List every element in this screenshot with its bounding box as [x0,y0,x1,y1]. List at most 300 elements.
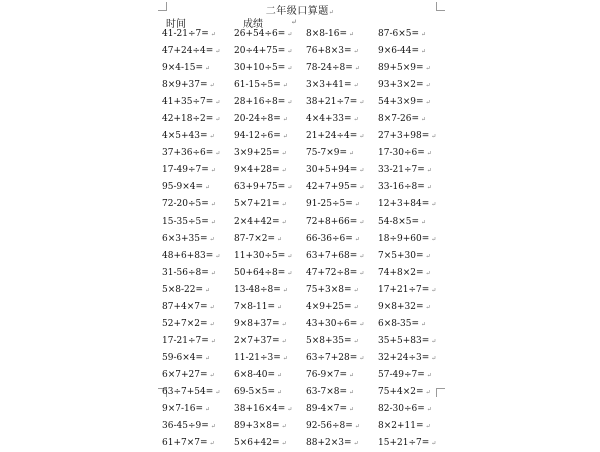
problem-cell [378,282,452,299]
problem-cell [378,196,452,213]
paragraph-mark: ↵ [210,31,216,38]
paragraph-mark: ↵ [210,167,216,175]
problem-cell [162,162,234,179]
problem-cell [234,282,306,299]
problem-text: 63+7+68= [306,250,358,261]
paragraph-mark: ↵ [359,184,365,192]
problem-text: 7×5+30= [378,250,424,261]
problem-cell [378,111,452,128]
paragraph-mark: ↵ [215,116,221,124]
problem-text: 94-12÷6= [234,131,281,142]
paragraph-mark: ↵ [209,440,215,448]
problem-cell [306,162,378,179]
problem-cell [378,418,452,435]
paragraph-mark: ↵ [426,184,432,192]
problem-text: 92-56÷8= [306,421,353,432]
problem-cell [162,111,234,128]
problem-cell [234,162,306,179]
problem-text: 6×8-35= [378,318,420,329]
problem-text: 38+21÷7= [306,97,358,108]
worksheet-title-text: 二年级口算题 [265,6,329,17]
problem-text: 87+4×7= [162,301,208,312]
paragraph-mark: ↵ [281,167,287,175]
paragraph-mark: ↵ [359,320,365,328]
problem-text: 74+8×2= [378,267,424,278]
paragraph-mark: ↵ [353,440,359,448]
paragraph-mark: ↵ [431,133,437,141]
paragraph-mark: ↵ [425,303,431,311]
problem-text: 2×7+37= [234,335,280,346]
problem-cell [162,145,234,162]
problem-text: 76+8×3= [306,46,352,57]
problem-text: 78-24÷8= [306,63,353,74]
problem-cell [378,94,452,111]
problem-cell [234,60,306,77]
paragraph-mark: ↵ [359,218,365,226]
problem-cell [234,418,306,435]
problem-cell [162,316,234,333]
problem-text: 3×3+41= [306,80,352,91]
paragraph-mark: ↵ [425,82,431,90]
problem-cell [234,111,306,128]
problem-cell [162,265,234,282]
problem-cell [234,316,306,333]
problem-cell [306,367,378,384]
problem-text: 41+35÷7= [162,97,214,108]
problem-cell [234,367,306,384]
problem-cell [162,60,234,77]
problem-text: 7×8-11= [234,301,276,312]
problem-text: 95-9×4= [162,182,204,193]
problem-text: 87-7×2= [234,233,276,244]
paragraph-mark: ↵ [281,201,287,209]
problem-cell [306,384,378,401]
problem-cell [234,265,306,282]
paragraph-mark: ↵ [349,371,355,379]
problem-text: 15-35÷5= [162,216,209,227]
problem-cell [378,384,452,401]
paragraph-mark: ↵ [205,65,211,73]
problem-text: 63÷7+54= [162,386,214,397]
problem-cell [162,299,234,316]
problem-text: 17-30÷6= [378,148,425,159]
problem-text: 89-4×7= [306,404,348,415]
problem-text: 37+36÷6= [162,148,214,159]
problem-cell [234,145,306,162]
paragraph-mark: ↵ [359,167,365,175]
problem-text: 38+16×4= [234,404,286,415]
paragraph-mark: ↵ [281,423,287,431]
problem-text: 5×8-22= [162,284,204,295]
paragraph-mark: ↵ [354,423,360,431]
problem-text: 6×8-40= [234,369,276,380]
problem-cell [234,435,306,452]
problem-text: 9×8+37= [234,318,280,329]
problem-text: 9×8+32= [378,301,424,312]
paragraph-mark: ↵ [215,48,221,56]
problem-cell [306,26,378,43]
paragraph-mark: ↵ [354,235,360,243]
paragraph-mark: ↵ [431,354,437,362]
problem-cell [306,282,378,299]
problem-text: 17-49÷7= [162,165,209,176]
problem-cell [378,60,452,77]
problem-cell [378,214,452,231]
problem-cell [306,128,378,145]
problem-text: 93+3×2= [378,80,424,91]
paragraph-mark: ↵ [431,201,437,209]
problem-cell [234,299,306,316]
paragraph-mark: ↵ [205,184,211,192]
problem-cell [378,77,452,94]
problem-text: 20÷4+75= [234,46,286,57]
problem-text: 89+5×9= [378,63,424,74]
problem-text: 3×9+25= [234,148,280,159]
problem-cell [378,299,452,316]
paragraph-mark: ↵ [210,423,216,431]
problem-text: 8×8-16= [306,29,348,39]
paragraph-mark: ↵ [210,337,216,345]
problem-text: 69-5×5= [234,386,276,397]
problem-cell [378,231,452,248]
problem-cell [306,111,378,128]
paragraph-mark: ↵ [287,184,293,192]
paragraph-mark: ↵ [349,31,355,38]
problem-cell [306,435,378,452]
problem-text: 30+10÷5= [234,63,286,74]
paragraph-mark: ↵ [421,31,427,38]
problem-cell [306,231,378,248]
problem-text: 75-7×9= [306,148,348,159]
problem-text: 59-6×4= [162,352,204,363]
problem-text: 17-21÷7= [162,335,209,346]
paragraph-mark: ↵ [209,320,215,328]
paragraph-mark: ↵ [287,269,293,277]
problem-text: 66-36÷6= [306,233,353,244]
paragraph-mark: ↵ [353,116,359,124]
paragraph-mark: ↵ [421,48,427,56]
paragraph-mark: ↵ [215,99,221,107]
paragraph-mark: ↵ [215,150,221,158]
problem-cell [162,214,234,231]
paragraph-mark: ↵ [205,286,211,294]
paragraph-mark: ↵ [277,303,283,311]
problem-text: 4×4+33= [306,114,352,125]
paragraph-mark: ↵ [421,218,427,226]
problem-text: 8×7-26= [378,114,420,125]
paragraph-mark: ↵ [210,218,216,226]
problem-text: 5×8+35= [306,335,352,346]
problem-cell [378,43,452,60]
problem-cell [306,179,378,196]
problem-cell [162,367,234,384]
paragraph-mark: ↵ [431,337,437,345]
problem-cell [162,333,234,350]
problem-text: 42+7+95= [306,182,358,193]
problem-cell [378,265,452,282]
problem-text: 52+7×2= [162,318,208,329]
paragraph-mark: ↵ [421,116,427,124]
problem-text: 91-25÷5= [306,199,353,210]
paragraph-mark: ↵ [210,201,216,209]
problem-cell [162,384,234,401]
problem-cell [162,179,234,196]
problem-cell [162,350,234,367]
paragraph-mark: ↵ [431,286,437,294]
problem-text: 4×5+43= [162,131,208,142]
paragraph-mark: ↵ [209,133,215,141]
paragraph-mark: ↵ [359,269,365,277]
problem-cell [378,435,452,452]
paragraph-mark: ↵ [277,388,283,396]
problem-cell [234,333,306,350]
problem-cell [162,94,234,111]
paragraph-mark: ↵ [277,235,283,243]
problem-text: 9×4-15= [162,63,204,74]
problem-cell [162,418,234,435]
problem-cell [306,401,378,418]
problem-cell [378,162,452,179]
problem-cell [306,77,378,94]
paragraph-mark: ↵ [282,286,288,294]
paragraph-mark: ↵ [287,406,293,414]
problem-cell [234,179,306,196]
paragraph-mark: ↵ [353,82,359,90]
problem-text: 63+9+75= [234,182,286,193]
paragraph-mark: ↵ [282,133,288,141]
problem-text: 11+30÷5= [234,250,286,261]
problem-cell [306,196,378,213]
problem-cell [234,94,306,111]
paragraph-mark: ↵ [425,423,431,431]
problem-text: 21+24÷4= [306,131,358,142]
time-label: 时间 [166,19,186,30]
paragraph-mark: ↵ [281,218,287,226]
problem-text: 17+21÷7= [378,284,430,295]
problem-text: 5×6+42= [234,438,280,449]
problem-cell [306,333,378,350]
problem-cell [234,128,306,145]
problem-text: 26+54÷6= [234,29,286,39]
paragraph-mark: ↵ [425,388,431,396]
paragraph-mark: ↵ [425,65,431,73]
problem-text: 20-24÷8= [234,114,281,125]
paragraph-mark: ↵ [287,31,293,38]
paragraph-mark: ↵ [291,18,297,26]
problem-cell [306,316,378,333]
paragraph-mark: ↵ [328,9,335,16]
paragraph-mark: ↵ [281,150,287,158]
worksheet-title [0,2,600,17]
problem-text: 33-21÷7= [378,165,425,176]
problem-cell [378,179,452,196]
problem-text: 15+21÷7= [378,438,430,449]
problem-text: 8×9+37= [162,80,208,91]
problem-cell [162,77,234,94]
problem-text: 2×4+42= [234,216,280,227]
problem-text: 75+4×2= [378,386,424,397]
problem-cell [306,418,378,435]
paragraph-mark: ↵ [209,371,215,379]
problem-cell [234,77,306,94]
problem-text: 9×7-16= [162,404,204,415]
problem-text: 57-49÷7= [378,369,425,380]
paragraph-mark: ↵ [353,48,359,56]
paragraph-mark: ↵ [421,320,427,328]
paragraph-mark: ↵ [359,252,365,260]
problem-text: 48+6+83= [162,250,214,261]
paragraph-mark: ↵ [215,388,221,396]
problem-text: 13-48÷8= [234,284,281,295]
paragraph-mark: ↵ [354,65,360,73]
paragraph-mark: ↵ [287,65,293,73]
problem-cell [162,231,234,248]
problem-text: 72-20÷5= [162,199,209,210]
paragraph-mark: ↵ [215,252,221,260]
problem-text: 63-7×8= [306,386,348,397]
problem-text: 18÷9+60= [378,233,430,244]
problem-text: 61+7×7= [162,438,208,449]
problem-cell [378,350,452,367]
problem-text: 30+5+94= [306,165,358,176]
paragraph-mark: ↵ [349,388,355,396]
problem-cell [234,214,306,231]
paragraph-mark: ↵ [431,235,437,243]
problem-cell [162,128,234,145]
paragraph-mark: ↵ [359,133,365,141]
problem-cell [162,435,234,452]
paragraph-mark: ↵ [287,252,293,260]
problem-cell [162,401,234,418]
paragraph-mark: ↵ [425,269,431,277]
paragraph-mark: ↵ [277,371,283,379]
problem-cell [162,196,234,213]
problem-text: 41-21÷7= [162,29,209,39]
problem-text: 47+24÷4= [162,46,214,57]
paragraph-mark: ↵ [426,150,432,158]
problem-cell [306,145,378,162]
problem-text: 6×3+35= [162,233,208,244]
problem-text: 33-16÷8= [378,182,425,193]
paragraph-mark: ↵ [282,82,288,90]
problem-cell [234,248,306,265]
problem-text: 6×7+27= [162,369,208,380]
problem-cell [306,350,378,367]
score-label: 成绩 [243,19,263,30]
problem-text: 63÷7+28= [306,352,358,363]
problem-text: 61-15÷5= [234,80,281,91]
paragraph-mark: ↵ [209,82,215,90]
problem-text: 82-30÷6= [378,404,425,415]
problem-cell [234,196,306,213]
problem-cell [162,248,234,265]
problem-text: 88+2×3= [306,438,352,449]
paragraph-mark: ↵ [353,286,359,294]
problem-text: 43+30÷6= [306,318,358,329]
problem-cell [162,26,234,43]
problem-text: 47+72÷8= [306,267,358,278]
problem-text: 27+3+98= [378,131,430,142]
problem-cell [378,401,452,418]
problem-cell [378,128,452,145]
problem-text: 42+18÷2= [162,114,214,125]
paragraph-mark: ↵ [281,337,287,345]
paragraph-mark: ↵ [353,303,359,311]
problem-text: 5×7+21= [234,199,280,210]
problem-text: 76-9×7= [306,369,348,380]
problem-text: 87-6×5= [378,29,420,39]
paragraph-mark: ↵ [359,354,365,362]
problem-cell [306,299,378,316]
problem-text: 50+64÷8= [234,267,286,278]
problem-cell [378,333,452,350]
problem-cell [162,43,234,60]
problem-text: 11-21÷3= [234,352,281,363]
problem-text: 31-56÷8= [162,267,209,278]
problem-cell [306,94,378,111]
problem-text: 36-45÷9= [162,421,209,432]
problem-text: 28+16÷8= [234,97,286,108]
paragraph-mark: ↵ [431,440,437,448]
problem-cell [378,145,452,162]
problem-text: 75+3×8= [306,284,352,295]
paragraph-mark: ↵ [209,303,215,311]
paragraph-mark: ↵ [425,99,431,107]
problem-text: 32+24÷3= [378,352,430,363]
problem-cell [378,367,452,384]
problem-cell [234,384,306,401]
problem-cell [306,248,378,265]
problem-cell [162,282,234,299]
problem-text: 12+3+84= [378,199,430,210]
paragraph-mark: ↵ [359,99,365,107]
paragraph-mark: ↵ [282,116,288,124]
paragraph-mark: ↵ [281,440,287,448]
problem-cell [234,231,306,248]
problem-cell [378,316,452,333]
problem-text: 4×9+25= [306,301,352,312]
paragraph-mark: ↵ [287,99,293,107]
paragraph-mark: ↵ [205,354,211,362]
problem-text: 9×6-44= [378,46,420,57]
paragraph-mark: ↵ [209,235,215,243]
problem-text: 54-8×5= [378,216,420,227]
paragraph-mark: ↵ [349,150,355,158]
problem-cell [234,350,306,367]
paragraph-mark: ↵ [354,201,360,209]
problem-cell [378,248,452,265]
paragraph-mark: ↵ [205,406,211,414]
paragraph-mark: ↵ [349,406,355,414]
problem-text: 72+8+66= [306,216,358,227]
problem-cell [306,214,378,231]
paragraph-mark: ↵ [282,354,288,362]
paragraph-mark: ↵ [426,167,432,175]
problem-cell [234,26,306,43]
paragraph-mark: ↵ [425,252,431,260]
problem-cell [306,43,378,60]
paragraph-mark: ↵ [353,337,359,345]
paragraph-mark: ↵ [426,406,432,414]
problem-text: 8×2+11= [378,421,424,432]
paragraph-mark: ↵ [281,320,287,328]
problem-text: 35+5+83= [378,335,430,346]
problem-cell [306,265,378,282]
problem-text: 9×4+28= [234,165,280,176]
problem-cell [306,60,378,77]
problem-cell [234,401,306,418]
paragraph-mark: ↵ [426,371,432,379]
